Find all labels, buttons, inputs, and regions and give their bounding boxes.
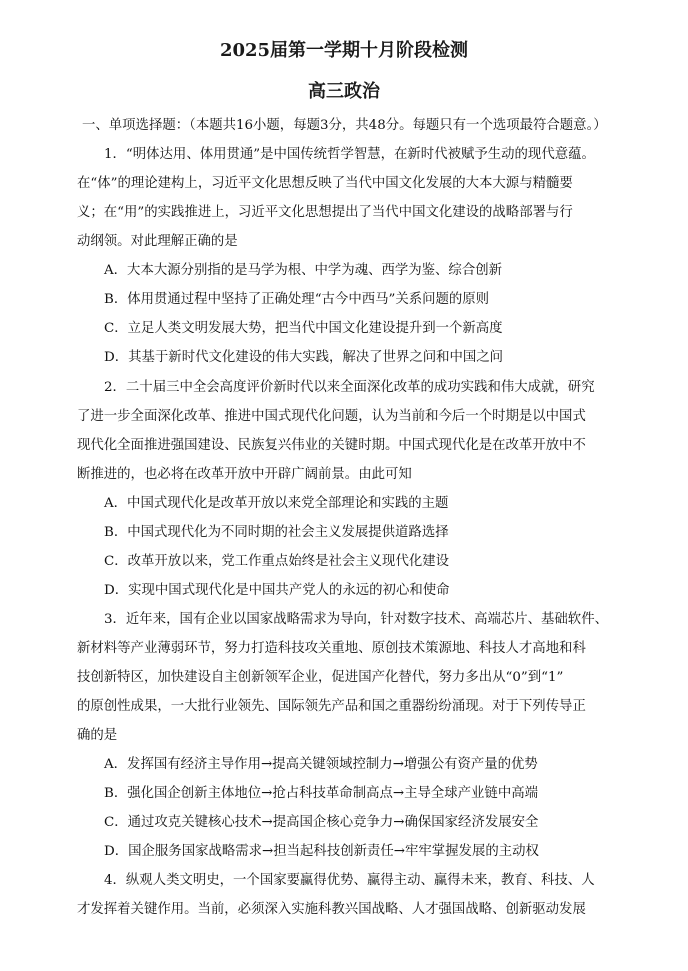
question-1-option-b: B．体用贯通过程中坚持了正确处理“古今中西马”关系问题的原则 (104, 292, 490, 307)
question-4-stem-line: 才发挥着关键作用。当前，必须深入实施科教兴国战略、人才强国战略、创新驱动发展 (77, 902, 586, 917)
question-1-option-a: A．大本大源分别指的是马学为根、中学为魂、西学为鉴、综合创新 (104, 263, 502, 278)
question-1-stem-line: 义；在“用”的实践推进上，习近平文化思想提出了当代中国文化建设的战略部署与行 (77, 205, 573, 220)
question-2-option-c: C．改革开放以来，党工作重点始终是社会主义现代化建设 (104, 554, 450, 569)
subject-title: 高三政治 (308, 81, 380, 102)
question-2-option-b: B．中国式现代化为不同时期的社会主义发展提供道路选择 (104, 525, 449, 540)
question-3-stem-line: 确的是 (77, 728, 118, 743)
question-3-stem-line: 的原创性成果，一大批行业领先、国际领先产品和国之重器纷纷涌现。对于下列传导正 (77, 699, 586, 714)
question-1-stem-line: 在“体”的理论建构上，习近平文化思想反映了当代中国文化发展的大本大源与精髓要 (77, 176, 573, 191)
question-1-stem-line: 1．“明体达用、体用贯通”是中国传统哲学智慧，在新时代被赋予生动的现代意蕴。 (104, 147, 595, 162)
question-3-stem-line: 新材料等产业薄弱环节，努力打造科技攻关重地、原创技术策源地、科技人才高地和科 (77, 641, 586, 656)
question-3-option-d: D．国企服务国家战略需求→担当起科技创新责任→牢牢掌握发展的主动权 (104, 844, 539, 859)
section-heading: 一、单项选择题：（本题共16小题，每题3分，共48分。每题只有一个选项最符合题意。） (82, 118, 607, 133)
question-1-stem-line: 动纲领。对此理解正确的是 (77, 234, 238, 249)
question-3-option-b: B．强化国企创新主体地位→抢占科技革命制高点→主导全球产业链中高端 (104, 786, 538, 801)
question-3-stem-line: 3．近年来，国有企业以国家战略需求为导向，针对数字技术、高端芯片、基础软件、 (104, 612, 608, 627)
question-2-stem-line: 了进一步全面深化改革、推进中国式现代化问题，认为当前和今后一个时期是以中国式 (77, 409, 586, 424)
question-2-option-d: D．实现中国式现代化是中国共产党人的永远的初心和使命 (104, 583, 450, 598)
question-2-option-a: A．中国式现代化是改革开放以来党全部理论和实践的主题 (104, 496, 449, 511)
question-3-option-a: A．发挥国有经济主导作用→提高关键领域控制力→增强公有资产量的优势 (104, 757, 538, 772)
question-4-stem-line: 4．纵观人类文明史，一个国家要赢得优势、赢得主动、赢得未来，教育、科技、人 (104, 873, 595, 888)
question-3-stem-line: 技创新特区，加快建设自主创新领军企业，促进国产化替代，努力多出从“0”到“1” (77, 670, 564, 685)
question-2-stem-line: 断推进的，也必将在改革开放中开辟广阔前景。由此可知 (77, 467, 412, 482)
question-1-option-d: D．其基于新时代文化建设的伟大实践，解决了世界之问和中国之问 (104, 350, 504, 365)
question-2-stem-line: 2．二十届三中全会高度评价新时代以来全面深化改革的成功实践和伟大成就，研究 (104, 380, 595, 395)
question-3-option-c: C．通过攻克关键核心技术→提高国企核心竞争力→确保国家经济发展安全 (104, 815, 539, 830)
question-2-stem-line: 现代化全面推进强国建设、民族复兴伟业的关键时期。中国式现代化是在改革开放中不 (77, 438, 586, 453)
document-title: 2025届第一学期十月阶段检测 (219, 40, 469, 61)
question-1-option-c: C．立足人类文明发展大势，把当代中国文化建设提升到一个新高度 (104, 321, 503, 336)
